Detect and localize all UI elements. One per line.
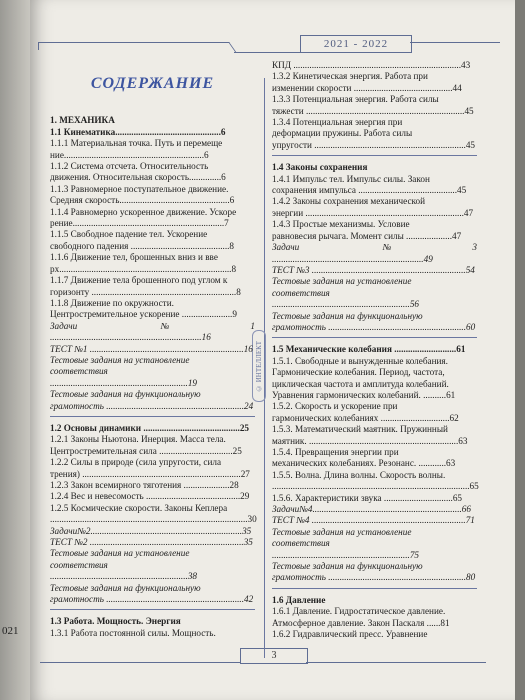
section-divider xyxy=(50,416,255,417)
toc-line: соответствия ............................................................38 xyxy=(50,559,197,582)
toc-line: Задачи№2..................................................................35 xyxy=(50,525,252,536)
frame-top-right-line xyxy=(410,42,500,43)
toc-line: ......................................................................................65 xyxy=(272,481,479,492)
toc-line: грамотность ............................................................24 xyxy=(50,400,254,411)
toc-line: 1.4.1 Импульс тел. Импульс силы. Закон xyxy=(272,173,430,184)
toc-line: КПД .........................................................................43 xyxy=(272,60,471,70)
toc-line: 1.5.4. Превращения энергии при xyxy=(272,447,399,457)
toc-line: Тестовые задания на установление xyxy=(50,354,190,365)
toc-line: тяжести .....................................................................45 xyxy=(272,105,474,116)
toc-line: 1.3 Работа. Мощность. Энергия xyxy=(50,616,181,627)
section-divider xyxy=(272,155,477,156)
toc-line: 1.3.1 Работа постоянной силы. Мощность. xyxy=(50,627,216,638)
toc-line: рх...........................................................................8 xyxy=(50,263,237,274)
toc-line: циклическая частота и амплитуда колебаний. xyxy=(272,378,449,389)
toc-line: 1.3.2 Кинетическая энергия. Работа при xyxy=(272,71,428,82)
toc-line: 1.6.2 Гидравлический пресс. Уравнение xyxy=(272,629,428,640)
toc-line: ТЕСТ №1 ...................................................................16 xyxy=(50,343,253,354)
toc-line: ТЕСТ №3 ...................................................................54 xyxy=(272,264,475,275)
toc-line: 1.1.7 Движение тела брошенного под углом к xyxy=(50,275,228,286)
toc-line: деформации пружины. Работа силы xyxy=(272,128,413,139)
toc-line: 1.1.6 Движение тел, брошенных вниз и вве xyxy=(50,252,218,263)
toc-line: трения) .....................................................................27 xyxy=(50,468,250,479)
toc-line: ТЕСТ №2 ...................................................................35 xyxy=(50,537,253,548)
toc-line: горизонту ...............................................................8 xyxy=(50,286,241,297)
toc-line: механических колебаниях. Резонанс. ............63 xyxy=(272,458,456,469)
toc-line: Тестовые задания на функциональную xyxy=(272,561,423,572)
toc-line: ние.............................................................6 xyxy=(50,149,209,160)
toc-line: рение..................................................................7 xyxy=(50,218,229,229)
frame-top-mid-line xyxy=(234,52,300,53)
toc-line: изменении скорости ...........................................44 xyxy=(272,82,462,93)
toc-left-column xyxy=(50,70,255,639)
toc-line: сохранения импульса ...........................................45 xyxy=(272,185,467,196)
frame-bottom-left-line xyxy=(40,662,240,663)
toc-line: 1.1 Кинематика..............................................6 xyxy=(50,126,226,137)
toc-right-column xyxy=(272,60,477,641)
toc-line: 1.1.1 Материальная точка. Путь и перемеще xyxy=(50,138,223,149)
toc-line: 1.1.3 Равномерное поступательное движение. xyxy=(50,183,229,194)
toc-line: ТЕСТ №4 ...................................................................71 xyxy=(272,515,475,526)
toc-line: Тестовые задания на установление xyxy=(272,276,412,287)
previous-page-edge xyxy=(0,0,30,700)
toc-line: соответствия ............................................................19 xyxy=(50,366,197,388)
toc-line: 1.5 Механические колебания ...........................61 xyxy=(272,344,466,355)
toc-line: 1.2.1 Законы Ньютона. Инерция. Масса тела. xyxy=(50,434,226,445)
toc-line: 1. МЕХАНИКА xyxy=(50,115,115,126)
toc-line: ......................................................................................30 xyxy=(50,514,257,525)
toc-line: Тестовые задания на функциональную xyxy=(272,310,423,321)
toc-line: 1.5.3. Математический маятник. Пружинный xyxy=(272,424,448,435)
toc-line: 1.4.3 Простые механизмы. Условие xyxy=(272,219,410,230)
toc-line: маятник. .................................................................63 xyxy=(272,435,468,446)
toc-line: 1.2.3 Закон всемирного тяготения ....................28 xyxy=(50,480,239,490)
section-divider xyxy=(272,588,477,589)
toc-line: 1.1.5 Свободное падение тел. Ускорение xyxy=(50,229,208,240)
toc-line: Задачи №1 ..................................................................16 xyxy=(50,320,255,343)
toc-line: 1.1.2 Система отсчета. Относительность xyxy=(50,161,209,172)
toc-line: соответствия ............................................................56 xyxy=(272,287,419,310)
toc-line: 1.6 Давление xyxy=(272,594,326,605)
toc-line: Тестовые задания на функциональную xyxy=(50,582,201,593)
toc-line: 1.1.8 Движение по окружности. xyxy=(50,297,174,308)
toc-line: упругости ..................................................................45 xyxy=(272,139,476,150)
academic-year-label: 2021 - 2022 xyxy=(300,35,412,53)
toc-line: 1.2 Основы динамики ..........................................25 xyxy=(50,422,250,433)
toc-line: Атмосферное давление. Закон Паскаля ......81 xyxy=(272,617,450,628)
toc-line: Уравнения гармонических колебаний. ..........61 xyxy=(272,389,456,400)
toc-line: гармонических колебаниях ..............................62 xyxy=(272,412,459,423)
toc-line: 1.6.1 Давление. Гидростатическое давление. xyxy=(272,606,446,617)
toc-line: 1.5.5. Волна. Длина волны. Скорость волны. xyxy=(272,469,446,480)
toc-left-entries xyxy=(50,115,255,639)
toc-line: движения. Относительная скорость..............6 xyxy=(50,172,226,183)
toc-line: Задачи№4.................................................................66 xyxy=(272,504,471,515)
toc-line: грамотность ............................................................42 xyxy=(50,594,254,605)
toc-line: свободного падения ...........................................8 xyxy=(50,240,235,251)
page-number: 3 xyxy=(240,648,308,664)
publisher-stamp: © ИНТЕЛЛЕКТ xyxy=(252,330,266,402)
toc-line: 1.1.4 Равномерно ускоренное движение. Ускоре xyxy=(50,206,237,217)
frame-left-tick xyxy=(38,42,39,50)
toc-line: 1.5.2. Скорость и ускорение при xyxy=(272,401,398,412)
toc-line: грамотность ............................................................60 xyxy=(272,321,476,332)
toc-line: 1.2.2 Силы в природе (сила упругости, сила xyxy=(50,457,222,468)
previous-page-number: 021 xyxy=(2,625,19,637)
toc-line: 1.5.6. Характеристики звука ..............................65 xyxy=(272,492,463,503)
toc-line: Средняя скорость................................................6 xyxy=(50,195,235,206)
toc-line: грамотность ............................................................80 xyxy=(272,572,476,583)
toc-line: Тестовые задания на установление xyxy=(272,526,412,537)
section-divider xyxy=(272,337,477,338)
frame-bottom-right-line xyxy=(306,662,486,663)
toc-line: 1.2.4 Вес и невесомость .........................................29 xyxy=(50,491,250,502)
toc-line: соответствия ............................................................75 xyxy=(272,538,419,560)
toc-line: 1.4.2 Законы сохранения механической xyxy=(272,196,426,207)
toc-right-entries xyxy=(272,60,477,641)
page-title: СОДЕРЖАНИЕ xyxy=(90,75,215,92)
toc-line: Задачи №3 ..................................................................49 xyxy=(272,242,477,264)
toc-line: равновесия рычага. Момент силы ....................47 xyxy=(272,230,462,241)
toc-line: Центростремительное ускорение ......................9 xyxy=(50,309,237,320)
toc-line: Тестовые задания на функциональную xyxy=(50,389,201,400)
toc-line: 1.4 Законы сохранения xyxy=(272,162,368,173)
frame-top-left-line xyxy=(38,42,218,43)
toc-line: 1.3.3 Потенциальная энергия. Работа силы xyxy=(272,94,439,105)
toc-line: энергии .....................................................................47 xyxy=(272,207,474,218)
toc-line: 1.3.4 Потенциальная энергия при xyxy=(272,117,403,128)
toc-line: Тестовые задания на установление xyxy=(50,548,190,559)
toc-line: 1.2.5 Космические скорости. Законы Кеплера xyxy=(50,502,228,513)
toc-line: 1.5.1. Свободные и вынужденные колебания. xyxy=(272,355,448,366)
toc-line: Центростремительная сила ................................25 xyxy=(50,445,242,456)
toc-line: Гармонические колебания. Период, частота, xyxy=(272,367,445,378)
section-divider xyxy=(50,609,255,610)
